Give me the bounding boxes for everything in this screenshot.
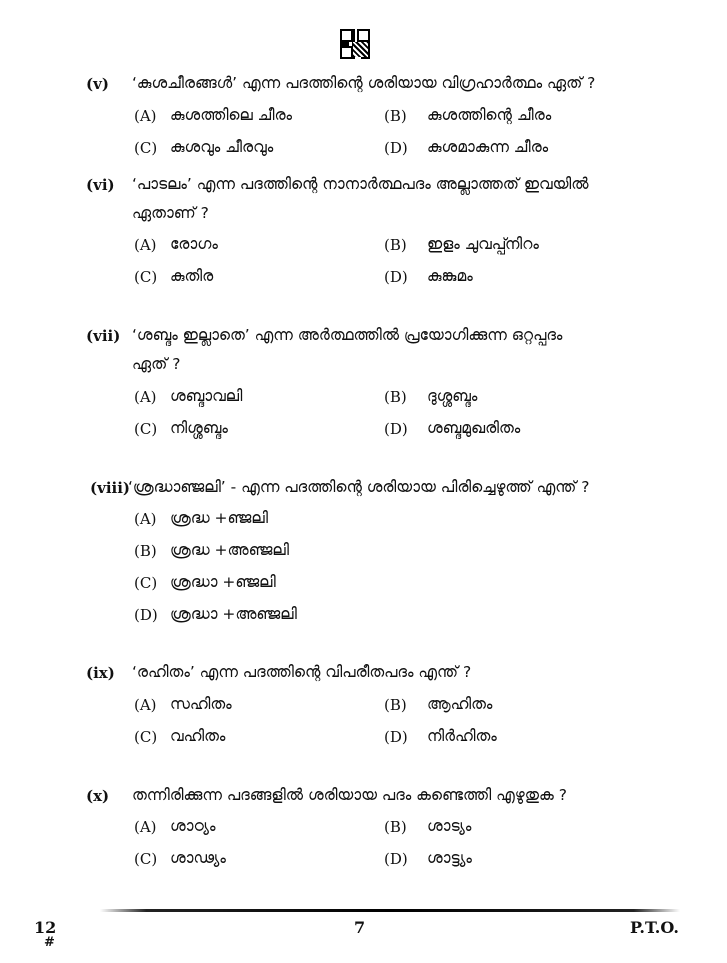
option-label: (D) <box>384 728 408 746</box>
option-text: ഇളം ചുവപ്പ്നിറം <box>427 235 539 253</box>
option-label: (C) <box>134 850 158 868</box>
question-number: (vii) <box>86 327 121 345</box>
option-label: (A) <box>134 510 157 528</box>
question-text: ‘ശ്രദ്ധാഞ്ജലി’ - എന്ന പദത്തിന്റെ ശരിയായ പിരിച്ചെഴുത്ത് എന്ത് ? <box>128 478 590 496</box>
option-text: കുശവും ചീരവും <box>170 138 274 156</box>
option-text: ആഹിതം <box>427 695 493 713</box>
question-text: ‘കുശചീരങ്ങൾ’ എന്ന പദത്തിന്റെ ശരിയായ വിഗ്രഹാർത്ഥം ഏത് ? <box>132 74 596 92</box>
option-label: (C) <box>134 420 158 438</box>
question-text: ഏതാണ് ? <box>132 204 209 222</box>
question-number: (ix) <box>86 664 115 682</box>
option-label: (C) <box>134 139 158 157</box>
option-label: (B) <box>384 388 407 406</box>
option-text: ശ്രദ്ധ +അഞ്ജലി <box>170 541 290 559</box>
option-label: (B) <box>384 818 407 836</box>
option-text: ദുശ്ശബ്ദം <box>427 387 478 405</box>
option-label: (A) <box>134 388 157 406</box>
option-label: (D) <box>384 420 408 438</box>
option-text: കുശത്തിന്റെ ചീരം <box>427 106 552 124</box>
option-text: ശ്രദ്ധ +ഞ്ജലി <box>170 509 268 527</box>
footer-code: 12 <box>34 918 57 937</box>
option-text: നിർഹിതം <box>427 727 497 745</box>
question-text: തന്നിരിക്കുന്ന പദങ്ങളിൽ ശരിയായ പദം കണ്ടെത്തി എഴുതുക ? <box>132 786 567 804</box>
option-text: ശബ്ദമുഖരിതം <box>427 419 521 437</box>
option-text: സഹിതം <box>170 695 232 713</box>
option-label: (B) <box>384 696 407 714</box>
page-number: 7 <box>354 918 366 937</box>
option-text: കുങ്കുമം <box>427 267 473 285</box>
option-text: നിശ്ശബ്ദം <box>170 419 228 437</box>
qr-code <box>340 29 370 59</box>
option-text: ശാഢ്യം <box>170 849 226 867</box>
option-text: ശാട്യം <box>427 817 472 835</box>
option-text: വഹിതം <box>170 727 226 745</box>
question-text: ‘ശബ്ദം ഇല്ലാതെ’ എന്ന അർത്ഥത്തിൽ പ്രയോഗിക്കുന്ന ഒറ്റപ്പദം <box>132 326 563 344</box>
option-text: കുശമാകുന്ന ചീരം <box>427 138 549 156</box>
option-text: കുശത്തിലെ ചീരം <box>170 106 293 124</box>
question-text: ‘പാടലം’ എന്ന പദത്തിന്റെ നാനാർത്ഥപദം അല്ലാത്തത് ഇവയിൽ <box>132 175 589 193</box>
option-label: (C) <box>134 268 158 286</box>
option-label: (A) <box>134 236 157 254</box>
option-label: (C) <box>134 574 158 592</box>
option-label: (B) <box>384 236 407 254</box>
option-label: (B) <box>384 107 407 125</box>
option-text: ശാഠ്യം <box>170 817 216 835</box>
option-text: ശബ്ദാവലി <box>170 387 243 405</box>
option-label: (A) <box>134 107 157 125</box>
option-label: (A) <box>134 696 157 714</box>
question-text: ഏത് ? <box>132 355 181 373</box>
option-label: (A) <box>134 818 157 836</box>
option-text: ശ്രദ്ധാ +അഞ്ജലി <box>170 605 297 623</box>
question-number: (viii) <box>90 479 131 497</box>
question-number: (v) <box>86 75 109 93</box>
question-number: (x) <box>86 787 110 805</box>
option-text: ശാട്ട്യം <box>427 849 472 867</box>
option-label: (B) <box>134 542 157 560</box>
question-number: (vi) <box>86 176 115 194</box>
option-label: (D) <box>384 268 408 286</box>
option-label: (C) <box>134 728 158 746</box>
option-label: (D) <box>384 850 408 868</box>
footer-rule <box>100 909 680 912</box>
question-text: ‘രഹിതം’ എന്ന പദത്തിന്റെ വിപരീതപദം എന്ത് ? <box>132 663 472 681</box>
footer-pto: P.T.O. <box>630 918 679 937</box>
footer-hash: # <box>44 935 55 950</box>
option-text: ശ്രദ്ധാ +ഞ്ജലി <box>170 573 276 591</box>
option-text: കുതിര <box>170 267 214 285</box>
option-label: (D) <box>384 139 408 157</box>
option-label: (D) <box>134 606 158 624</box>
option-text: രോഗം <box>170 235 218 253</box>
